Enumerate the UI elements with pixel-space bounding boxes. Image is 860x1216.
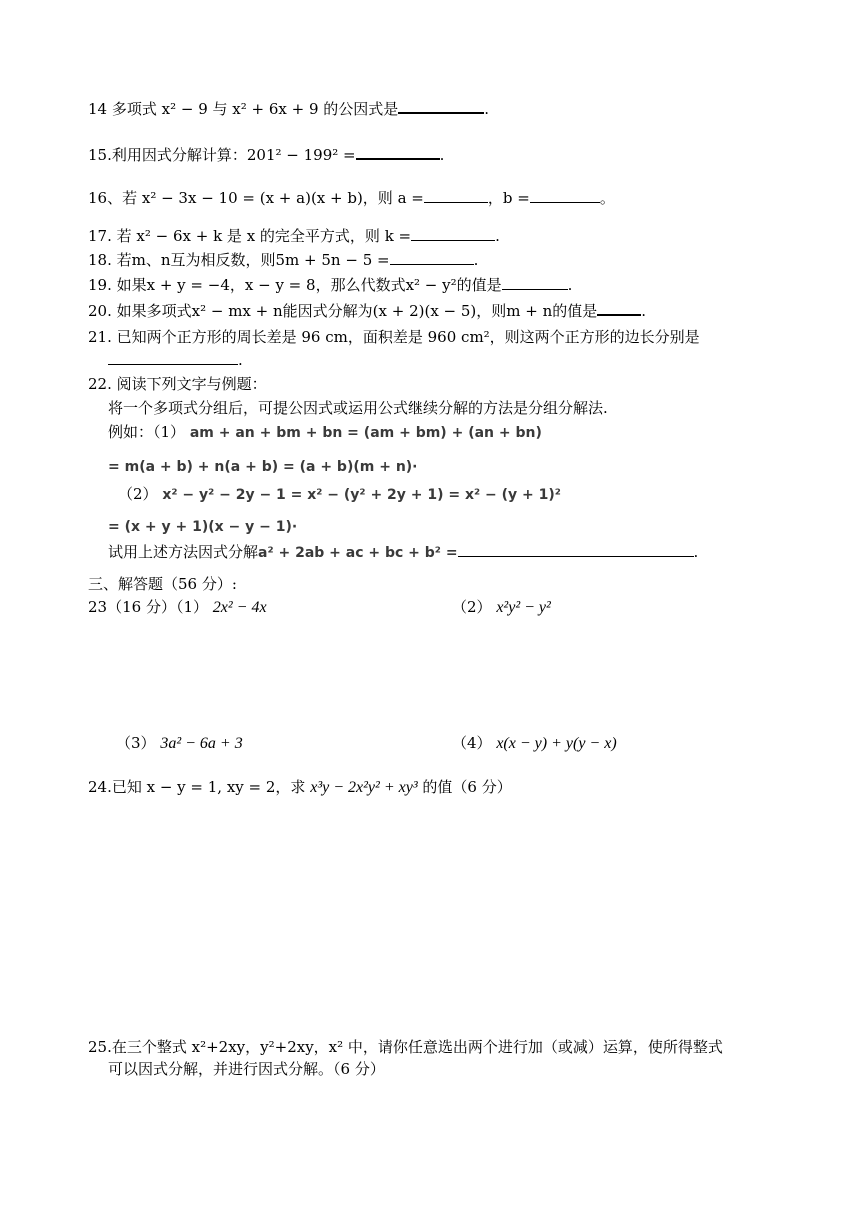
answer-blank[interactable]: [597, 300, 641, 316]
problem-4-expression: x(x − y) + y(y − x): [496, 735, 617, 752]
question-20-text: 20. 如果多项式x² − mx + n能因式分解为(x + 2)(x − 5)，则m + n的值是: [88, 302, 598, 320]
example-2-result: = (x + y + 1)(x − y − 1)·: [108, 519, 298, 535]
question-end-mark: .: [439, 146, 445, 164]
question-24-end: 的值（6 分）: [422, 778, 512, 796]
example-1-continued: [108, 456, 418, 477]
question-18-text: 18. 若m、n互为相反数，则5m + 5n − 5 =: [88, 251, 390, 269]
example-2: [118, 484, 561, 505]
question-24-expression: x³y − 2x²y² + xy³: [310, 779, 418, 796]
question-21-text: 21. 已知两个正方形的周长差是 96 cm，面积差是 960 cm²，则这两个正方形的边长分别是: [88, 328, 700, 346]
problem-3-label: （3）: [116, 734, 156, 752]
answer-blank[interactable]: [502, 275, 568, 290]
question-18: [88, 250, 478, 270]
question-17-text: 17. 若 x² − 6x + k 是 x 的完全平方式，则 k =: [88, 227, 412, 245]
question-end-mark: .: [693, 543, 699, 561]
question-22-task: [108, 542, 698, 563]
answer-blank[interactable]: [458, 542, 694, 557]
question-25-line-1: 25.在三个整式 x²+2xy，y²+2xy，x² 中，请你任意选出两个进行加（或减）运算，使所得整式: [88, 1038, 723, 1056]
problem-4-label: （4）: [452, 734, 492, 752]
answer-blank[interactable]: [398, 98, 484, 114]
question-21-answer-line: [108, 350, 243, 370]
question-23-part-4: [452, 733, 617, 754]
answer-blank[interactable]: [411, 226, 495, 241]
question-16-mid: ，b =: [487, 189, 530, 207]
answer-blank-a[interactable]: [424, 188, 488, 203]
question-14-text: 14 多项式 x² − 9 与 x² + 6x + 9 的公因式是: [88, 100, 399, 118]
question-22-task-expression: a² + 2ab + ac + bc + b² =: [258, 545, 458, 561]
question-22-title: 22. 阅读下列文字与例题：: [88, 375, 267, 393]
example-1: [108, 422, 542, 443]
question-21: [88, 327, 700, 347]
question-23-label: 23（16 分）（1）: [88, 598, 208, 616]
question-end-mark: .: [238, 351, 243, 369]
answer-blank[interactable]: [390, 250, 474, 265]
example-1-expression: am + an + bm + bn = (am + bm) + (an + bn): [189, 425, 542, 441]
example-1-result: = m(a + b) + n(a + b) = (a + b)(m + n)·: [108, 459, 418, 475]
example-2-expression: x² − y² − 2y − 1 = x² − (y² + 2y + 1) = x² − (y + 1)²: [162, 487, 561, 503]
question-end-mark: 。: [599, 189, 615, 207]
section-heading: 三、解答题（56 分）:: [88, 575, 237, 593]
question-15-text: 15.利用因式分解计算：201² − 199² =: [88, 146, 356, 164]
question-end-mark: .: [473, 251, 479, 269]
question-end-mark: .: [495, 227, 500, 245]
example-2-continued: [108, 516, 297, 537]
question-24: [88, 777, 512, 798]
question-22-intro: 将一个多项式分组后，可提公因式或运用公式继续分解的方法是分组分解法.: [108, 399, 608, 417]
question-16: [88, 188, 615, 208]
question-16-text: 16、若 x² − 3x − 10 = (x + a)(x + b)，则 a =: [88, 189, 424, 207]
question-end-mark: .: [641, 302, 647, 320]
question-17: [88, 226, 500, 246]
problem-2-label: （2）: [452, 598, 492, 616]
example-1-label: 例如：（1）: [108, 423, 186, 441]
question-20: [88, 300, 646, 321]
question-23-part-3: [116, 733, 243, 754]
question-end-mark: .: [484, 100, 490, 118]
question-23-part-1: [88, 597, 267, 618]
problem-3-expression: 3a² − 6a + 3: [160, 735, 243, 752]
question-25-line-2: 可以因式分解，并进行因式分解。（6 分）: [108, 1060, 385, 1078]
question-23-part-2: [452, 597, 551, 618]
question-24-text: 24.已知 x − y = 1, xy = 2，求: [88, 778, 306, 796]
problem-2-expression: x²y² − y²: [496, 599, 551, 616]
question-22-task-label: 试用上述方法因式分解: [108, 543, 259, 561]
example-2-label: （2）: [118, 485, 158, 503]
question-19-text: 19. 如果x + y = −4，x − y = 8，那么代数式x² − y²的值是: [88, 276, 502, 294]
answer-blank[interactable]: [108, 350, 238, 365]
question-19: [88, 275, 572, 295]
question-end-mark: .: [567, 276, 573, 294]
answer-blank-b[interactable]: [530, 188, 600, 203]
answer-blank[interactable]: [356, 144, 440, 160]
problem-1-expression: 2x² − 4x: [212, 599, 267, 616]
question-15: [88, 144, 444, 165]
question-14: [88, 98, 489, 119]
